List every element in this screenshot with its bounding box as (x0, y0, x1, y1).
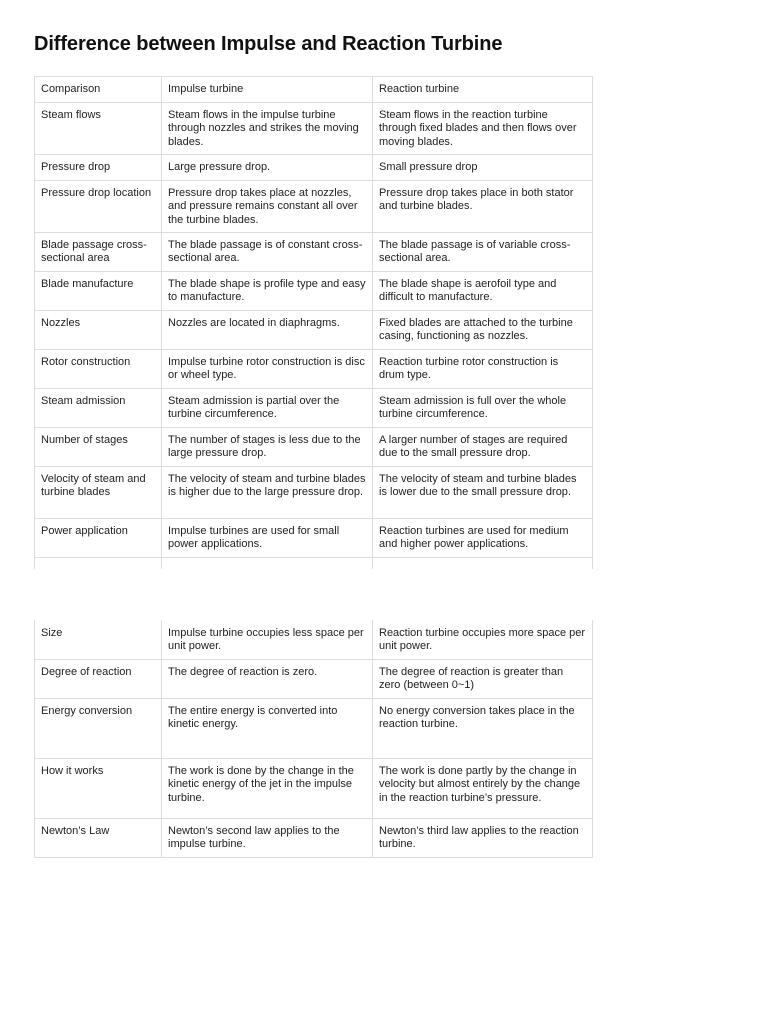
reaction-cell: Reaction turbine occupies more space per unit power. (373, 621, 593, 660)
reaction-cell: Fixed blades are attached to the turbine casing, functioning as nozzles. (373, 311, 593, 350)
reaction-cell: The degree of reaction is greater than zero (between 0~1) (373, 660, 593, 699)
table-row (35, 759, 593, 819)
row-label: Power application (35, 519, 162, 558)
row-label: Energy conversion (35, 699, 162, 759)
row-label: Blade manufacture (35, 272, 162, 311)
table-row-empty (35, 558, 593, 569)
comparison-table-part-2 (34, 620, 593, 858)
table-row (35, 467, 593, 519)
impulse-cell: The number of stages is less due to the large pressure drop. (162, 428, 373, 467)
table-row (35, 519, 593, 558)
impulse-cell: The entire energy is converted into kinetic energy. (162, 699, 373, 759)
impulse-cell: Steam flows in the impulse turbine through nozzles and strikes the moving blades. (162, 103, 373, 155)
table-row (35, 350, 593, 389)
impulse-cell: The blade passage is of constant cross-sectional area. (162, 233, 373, 272)
row-label: Number of stages (35, 428, 162, 467)
table-row (35, 428, 593, 467)
page-title: Difference between Impulse and Reaction Turbine (34, 33, 503, 55)
row-label: Blade passage cross-sectional area (35, 233, 162, 272)
impulse-cell: The blade shape is profile type and easy to manufacture. (162, 272, 373, 311)
header-comparison: Comparison (35, 77, 162, 103)
row-label: Steam admission (35, 389, 162, 428)
table-row (35, 155, 593, 181)
table-row (35, 233, 593, 272)
row-label: Velocity of steam and turbine blades (35, 467, 162, 519)
reaction-cell: Steam flows in the reaction turbine through fixed blades and then flows over moving blades. (373, 103, 593, 155)
table-row (35, 103, 593, 155)
reaction-cell: Reaction turbines are used for medium and higher power applications. (373, 519, 593, 558)
impulse-cell: Impulse turbines are used for small power applications. (162, 519, 373, 558)
row-label: Newton’s Law (35, 819, 162, 858)
reaction-cell: The velocity of steam and turbine blades is lower due to the small pressure drop. (373, 467, 593, 519)
row-label: How it works (35, 759, 162, 819)
reaction-cell: Steam admission is full over the whole turbine circumference. (373, 389, 593, 428)
row-label: Steam flows (35, 103, 162, 155)
table-row (35, 621, 593, 660)
row-label: Nozzles (35, 311, 162, 350)
impulse-cell: The degree of reaction is zero. (162, 660, 373, 699)
row-label: Size (35, 621, 162, 660)
header-reaction-turbine: Reaction turbine (373, 77, 593, 103)
impulse-cell: Pressure drop takes place at nozzles, and pressure remains constant all over the turbine blades. (162, 181, 373, 233)
table-row (35, 181, 593, 233)
row-label: Pressure drop location (35, 181, 162, 233)
reaction-cell: The blade passage is of variable cross-sectional area. (373, 233, 593, 272)
reaction-cell: No energy conversion takes place in the reaction turbine. (373, 699, 593, 759)
table-row (35, 699, 593, 759)
impulse-cell: The work is done by the change in the kinetic energy of the jet in the impulse turbine. (162, 759, 373, 819)
table-row (35, 389, 593, 428)
empty-cell (35, 558, 162, 569)
table-row (35, 819, 593, 858)
reaction-cell: Newton’s third law applies to the reaction turbine. (373, 819, 593, 858)
reaction-cell: Small pressure drop (373, 155, 593, 181)
reaction-cell: Pressure drop takes place in both stator and turbine blades. (373, 181, 593, 233)
table-row (35, 311, 593, 350)
impulse-cell: Impulse turbine occupies less space per unit power. (162, 621, 373, 660)
row-label: Degree of reaction (35, 660, 162, 699)
table-row (35, 272, 593, 311)
reaction-cell: A larger number of stages are required due to the small pressure drop. (373, 428, 593, 467)
impulse-cell: The velocity of steam and turbine blades is higher due to the large pressure drop. (162, 467, 373, 519)
reaction-cell: Reaction turbine rotor construction is drum type. (373, 350, 593, 389)
impulse-cell: Impulse turbine rotor construction is disc or wheel type. (162, 350, 373, 389)
impulse-cell: Newton’s second law applies to the impulse turbine. (162, 819, 373, 858)
impulse-cell: Nozzles are located in diaphragms. (162, 311, 373, 350)
impulse-cell: Steam admission is partial over the turbine circumference. (162, 389, 373, 428)
reaction-cell: The work is done partly by the change in velocity but almost entirely by the change in the reaction turbine’s pressure. (373, 759, 593, 819)
row-label: Rotor construction (35, 350, 162, 389)
empty-cell (162, 558, 373, 569)
row-label: Pressure drop (35, 155, 162, 181)
table-header-row (35, 77, 593, 103)
comparison-table-part-1 (34, 76, 593, 569)
header-impulse-turbine: Impulse turbine (162, 77, 373, 103)
table-row (35, 660, 593, 699)
empty-cell (373, 558, 593, 569)
reaction-cell: The blade shape is aerofoil type and difficult to manufacture. (373, 272, 593, 311)
impulse-cell: Large pressure drop. (162, 155, 373, 181)
